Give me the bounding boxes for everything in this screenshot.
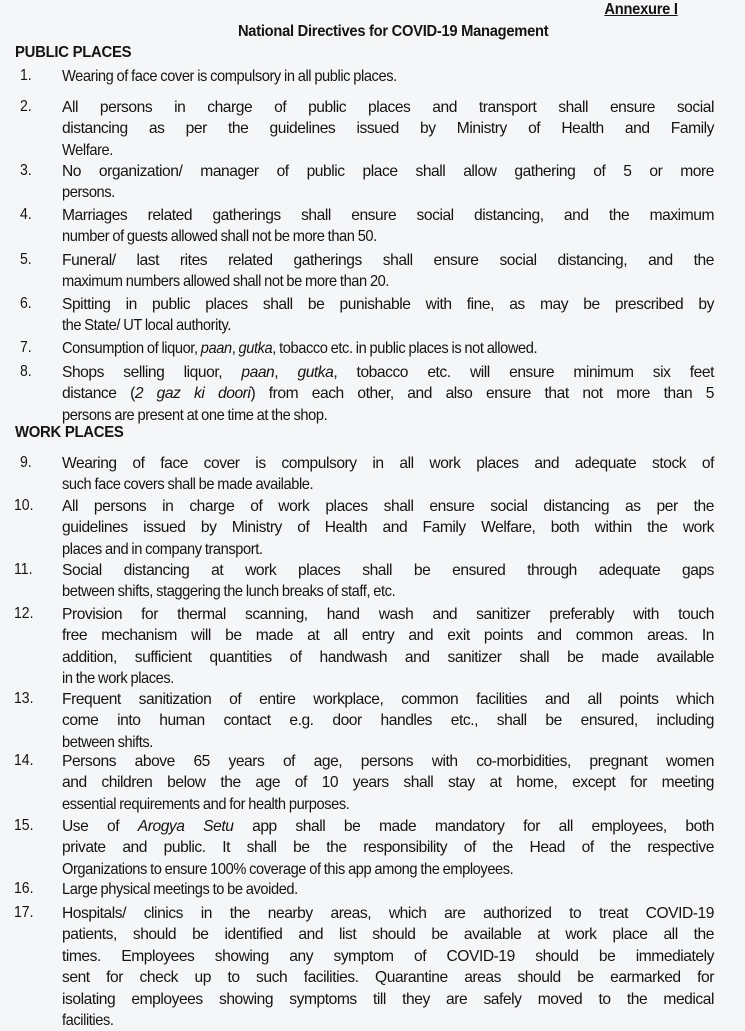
text-run: persons are present at one time at the shop.	[62, 406, 328, 424]
text-line: and children below the age of 10 years shall stay at home, except for meeting	[62, 774, 714, 792]
text-run: ,	[231, 340, 239, 357]
text-line: between shifts.	[62, 733, 153, 751]
text-run: Use of	[62, 818, 138, 835]
item-number: 3.	[20, 162, 32, 179]
item-number: 10.	[14, 497, 34, 514]
text-run: app shall be made mandatory for all employees, both	[233, 818, 714, 835]
item-text	[62, 294, 714, 337]
text-run: distance (	[62, 385, 135, 403]
text-line: sent for check up to such facilities. Quarantine areas should be earmarked for	[62, 969, 714, 987]
text-line: No organization/ manager of public place shall allow gathering of 5 or more	[62, 163, 714, 180]
text-run: , tobacco etc. in public places is not allowed.	[272, 340, 538, 357]
item-text	[62, 560, 714, 603]
section-heading: PUBLIC PLACES	[15, 44, 132, 61]
text-run: private and public. It shall be the responsibility of the Head of the respective	[62, 839, 714, 857]
item-number: 4.	[20, 206, 32, 223]
item-text	[62, 689, 714, 753]
text-line	[62, 338, 675, 359]
item-number: 9.	[20, 454, 32, 471]
text-line: Wearing of face cover is compulsory in all public places.	[62, 68, 397, 85]
item-number: 8.	[20, 363, 32, 380]
text-line: guidelines issued by Ministry of Health and Family Welfare, both within the work	[62, 519, 714, 537]
text-run: Shops selling liquor,	[62, 364, 242, 381]
text-line: Persons above 65 years of age, persons with co-morbidities, pregnant women	[62, 753, 714, 770]
text-line	[62, 405, 675, 426]
text-line: such face covers shall be made available.	[62, 476, 314, 494]
item-number: 16.	[14, 880, 34, 897]
text-line: distancing as per the guidelines issued by Ministry of Health and Family	[62, 120, 714, 138]
item-text	[62, 161, 714, 204]
text-line	[62, 816, 714, 837]
text-line: patients, should be identified and list should be available at work place all the	[62, 926, 714, 944]
italic-term: Arogya Setu	[137, 818, 234, 835]
text-line: come into human contact e.g. door handles etc., shall be ensured, including	[62, 712, 714, 730]
item-number: 5.	[20, 251, 32, 268]
item-text	[62, 816, 714, 880]
text-line: number of guests allowed shall not be more than 50.	[62, 228, 377, 246]
italic-term: 2 gaz ki doori	[134, 385, 251, 403]
text-run: Organizations to ensure 100% coverage of this app among the employees.	[62, 860, 514, 878]
item-number: 13.	[14, 690, 34, 707]
text-line: isolating employees showing symptoms till they are safely moved to the medical	[62, 990, 714, 1008]
item-text	[62, 903, 714, 1031]
text-line: Large physical meetings to be avoided.	[62, 881, 298, 898]
text-run: ) from each other, and also ensure that not more than 5	[250, 385, 714, 403]
text-line: essential requirements and for health purposes.	[62, 795, 350, 813]
text-line: All persons in charge of public places and transport shall ensure social	[62, 99, 714, 116]
italic-term: gutka	[238, 340, 273, 357]
item-number: 6.	[20, 295, 32, 312]
text-line: Marriages related gatherings shall ensure social distancing, and the maximum	[62, 207, 714, 224]
document-title: National Directives for COVID-19 Management	[237, 23, 549, 40]
text-line: Welfare.	[62, 141, 113, 159]
text-line: facilities.	[62, 1012, 114, 1030]
text-line: maximum numbers allowed shall not be more than 20.	[62, 273, 390, 291]
italic-term: paan	[200, 340, 232, 357]
text-line: free mechanism will be made at all entry and exit points and common areas. In	[62, 627, 714, 645]
annexure-label: Annexure I	[604, 1, 678, 18]
text-run: , tobacco etc. will ensure minimum six feet	[333, 364, 714, 381]
item-text	[62, 453, 714, 496]
text-line: persons.	[62, 184, 115, 202]
text-line	[62, 837, 714, 858]
text-run: ,	[274, 364, 298, 381]
item-text	[62, 205, 714, 248]
text-line: the State/ UT local authority.	[62, 317, 232, 335]
text-line: All persons in charge of work places shall ensure social distancing as per the	[62, 498, 714, 515]
text-line: between shifts, staggering the lunch breaks of staff, etc.	[62, 583, 396, 601]
text-line: places and in company transport.	[62, 540, 263, 558]
text-line	[62, 383, 714, 404]
item-text	[62, 97, 714, 161]
item-text	[62, 496, 714, 560]
item-number: 15.	[14, 817, 34, 834]
text-line: Spitting in public places shall be punishable with fine, as may be prescribed by	[62, 296, 714, 313]
text-line: Provision for thermal scanning, hand wash and sanitizer preferably with touch	[62, 606, 714, 623]
item-text	[62, 751, 714, 815]
section-heading: WORK PLACES	[15, 424, 124, 441]
text-line: Wearing of face cover is compulsory in all work places and adequate stock of	[62, 455, 714, 472]
text-line	[62, 859, 675, 880]
text-line	[62, 362, 714, 383]
text-line: Funeral/ last rites related gatherings shall ensure social distancing, and the	[62, 252, 714, 269]
item-text	[62, 879, 714, 900]
item-number: 1.	[20, 67, 32, 84]
text-line: Hospitals/ clinics in the nearby areas, which are authorized to treat COVID-19	[62, 905, 714, 922]
item-text	[62, 338, 714, 359]
text-line: addition, sufficient quantities of handwash and sanitizer shall be made available	[62, 648, 714, 666]
item-text	[62, 604, 714, 690]
item-number: 2.	[20, 98, 32, 115]
item-number: 17.	[14, 904, 34, 921]
item-text	[62, 66, 714, 87]
item-number: 7.	[20, 339, 32, 356]
item-number: 14.	[14, 752, 34, 769]
item-text	[62, 362, 714, 426]
item-text	[62, 250, 714, 293]
italic-term: gutka	[297, 364, 334, 381]
italic-term: paan	[241, 364, 275, 381]
item-number: 11.	[14, 561, 33, 578]
text-line: Frequent sanitization of entire workplace, common facilities and all points which	[62, 691, 714, 708]
text-run: Consumption of liquor,	[62, 340, 201, 357]
text-line: in the work places.	[62, 670, 174, 688]
text-line: times. Employees showing any symptom of COVID-19 should be immediately	[62, 947, 714, 965]
item-number: 12.	[14, 605, 34, 622]
text-line: Social distancing at work places shall be ensured through adequate gaps	[62, 562, 714, 579]
